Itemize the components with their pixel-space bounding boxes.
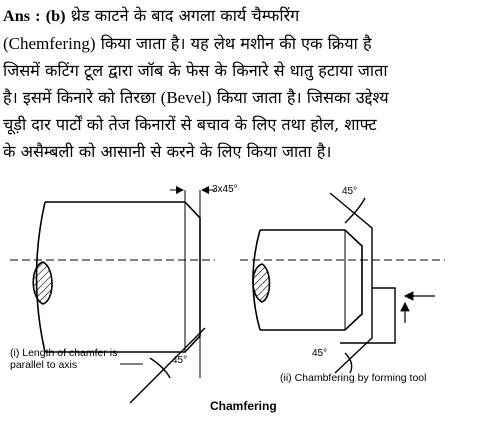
answer-line-4-text-b: किया जाता है। जिसका उद्देश्य: [216, 88, 389, 107]
answer-line-1-text: थ्रेड काटने के बाद अगला कार्य चैम्फरिंग: [70, 6, 300, 25]
bevel-term: (Bevel): [160, 88, 212, 107]
chamfering-term: (Chemfering): [3, 34, 96, 53]
answer-line-3: जिसमें कटिंग टूल द्वारा जॉब के फेस के किनारे से धातु हटाया जाता: [3, 61, 388, 80]
angle-left: 45°: [172, 355, 188, 366]
left-tool: [130, 328, 205, 403]
answer-prefix: Ans: [3, 7, 30, 25]
answer-line-1: [3, 2, 484, 30]
right-workpiece: [253, 230, 362, 330]
answer-text: [3, 2, 484, 165]
answer-line-6: के असैम्बली को आसानी से करने के लिए किया जाता है।: [3, 142, 332, 161]
figure-title: Chamfering: [210, 399, 277, 413]
dim-label: 3x45°: [212, 184, 238, 195]
answer-option: (b): [45, 7, 66, 25]
chamfering-figure: [0, 178, 489, 447]
left-dimension-lines: [170, 190, 215, 378]
answer-line-4: [3, 84, 484, 111]
caption-left-line-1: (i) Length of chamfer is: [10, 347, 118, 359]
angle-right-top: 45°: [342, 186, 358, 197]
left-workpiece: [33, 202, 200, 352]
answer-line-5: चूड़ी दार पार्टों को तेज किनारों से बचाव के लिए तथा होल, शाफ्ट: [3, 115, 377, 134]
angle-right-bottom: 45°: [312, 348, 328, 359]
answer-line-2-text: किया जाता है। यह लेथ मशीन की एक क्रिया है: [100, 34, 372, 53]
caption-left-line-2: parallel to axis: [10, 359, 78, 371]
answer-colon: :: [35, 7, 41, 25]
answer-line-2: [3, 30, 484, 57]
caption-right: (ii) Chambfering by forming tool: [280, 372, 427, 384]
answer-line-4-text-a: है। इसमें किनारे को तिरछा: [3, 88, 156, 107]
feed-arrows: [405, 296, 435, 323]
